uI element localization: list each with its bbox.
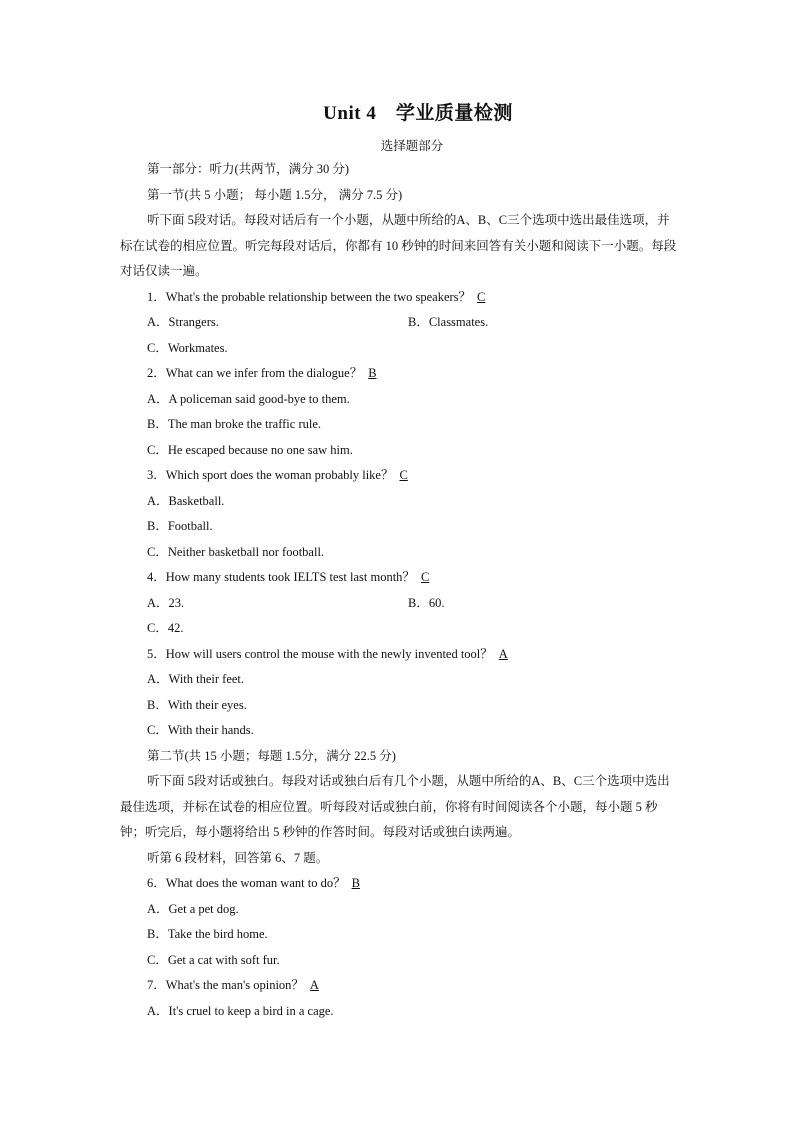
option-row: [120, 310, 680, 336]
option-a: A．Get a pet dog.: [147, 901, 239, 916]
option-c: C．With their hands.: [147, 723, 254, 737]
option-b: B．Classmates.: [408, 315, 489, 329]
answer-blank: A: [309, 978, 319, 992]
answer-blank: A: [498, 646, 508, 661]
option-a: A．Strangers.: [147, 315, 219, 329]
option-a: A．It's cruel to keep a bird in a cage.: [147, 1003, 334, 1018]
answer-blank: B: [368, 366, 377, 380]
option-c: C．Get a cat with soft fur.: [147, 952, 280, 967]
instructions-paragraph: 听下面 5段对话或独白。每段对话或独白后有几个小题，从题中所给的A、B、C三个选项中选出最佳选项，并标在试卷的相应位置。听每段对话或独白前，你将有时间阅读各个小题，每小题 5 秒钟；听完后，每小题将给出 5 秒钟的作答时间。每段对话或独白读两遍。: [120, 774, 670, 839]
option-b: B．Football.: [147, 519, 213, 533]
option-c: C．42.: [147, 621, 184, 635]
answer-blank: B: [351, 876, 360, 890]
option-a: A．Basketball.: [147, 493, 225, 508]
option-c: C．Neither basketball nor football.: [147, 544, 325, 559]
answer-blank: C: [399, 468, 408, 482]
option-a: A．23.: [147, 595, 185, 610]
option-c: C．He escaped because no one saw him.: [147, 442, 353, 457]
section-heading: 第二节(共 15 小题；每题 1.5分，满分 22.5 分): [147, 748, 396, 763]
material-heading: 听第 6 段材料，回答第 6、7 题。: [147, 850, 329, 865]
question-stem: 3．Which sport does the woman probably like？ C: [120, 463, 680, 489]
option-c: C．Workmates.: [147, 340, 228, 355]
option-b: B．With their eyes.: [147, 697, 247, 712]
question-stem: 1．What's the probable relationship between the two speakers？ C: [120, 285, 680, 311]
page-subtitle: 选择题部分: [380, 139, 444, 153]
document-body: [120, 157, 680, 1024]
question-stem: 6．What does the woman want to do？ B: [120, 871, 680, 897]
instructions-paragraph: 听下面 5段对话。每段对话后有一个小题，从题中所给的A、B、C三个选项中选出最佳选项，并标在试卷的相应位置。听完每段对话后，你都有 10 秒钟的时间来回答有关小题和阅读下一小题。每段对话仅读一遍。: [120, 213, 677, 278]
question-stem: 2．What can we infer from the dialogue？ B: [120, 361, 680, 387]
page-title: Unit 4 学业质量检测: [323, 103, 513, 124]
question-stem: 7．What's the man's opinion？ A: [120, 973, 680, 999]
option-b: B．Take the bird home.: [147, 927, 268, 941]
option-b: B．The man broke the traffic rule.: [147, 417, 322, 431]
option-b: B．60.: [408, 595, 445, 610]
answer-blank: C: [420, 570, 430, 584]
answer-blank: C: [477, 289, 486, 304]
option-a: A．A policeman said good-bye to them.: [147, 391, 350, 406]
option-a: A．With their feet.: [147, 672, 245, 686]
question-stem: 5．How will users control the mouse with the newly invented tool？ A: [120, 642, 680, 668]
question-stem: 4．How many students took IELTS test last month？ C: [120, 565, 680, 591]
section-heading: 第一节(共 5 小题； 每小题 1.5分， 满分 7.5 分): [147, 187, 403, 202]
part-heading: 第一部分：听力(共两节，满分 30 分): [147, 162, 350, 176]
option-row: [120, 591, 680, 617]
